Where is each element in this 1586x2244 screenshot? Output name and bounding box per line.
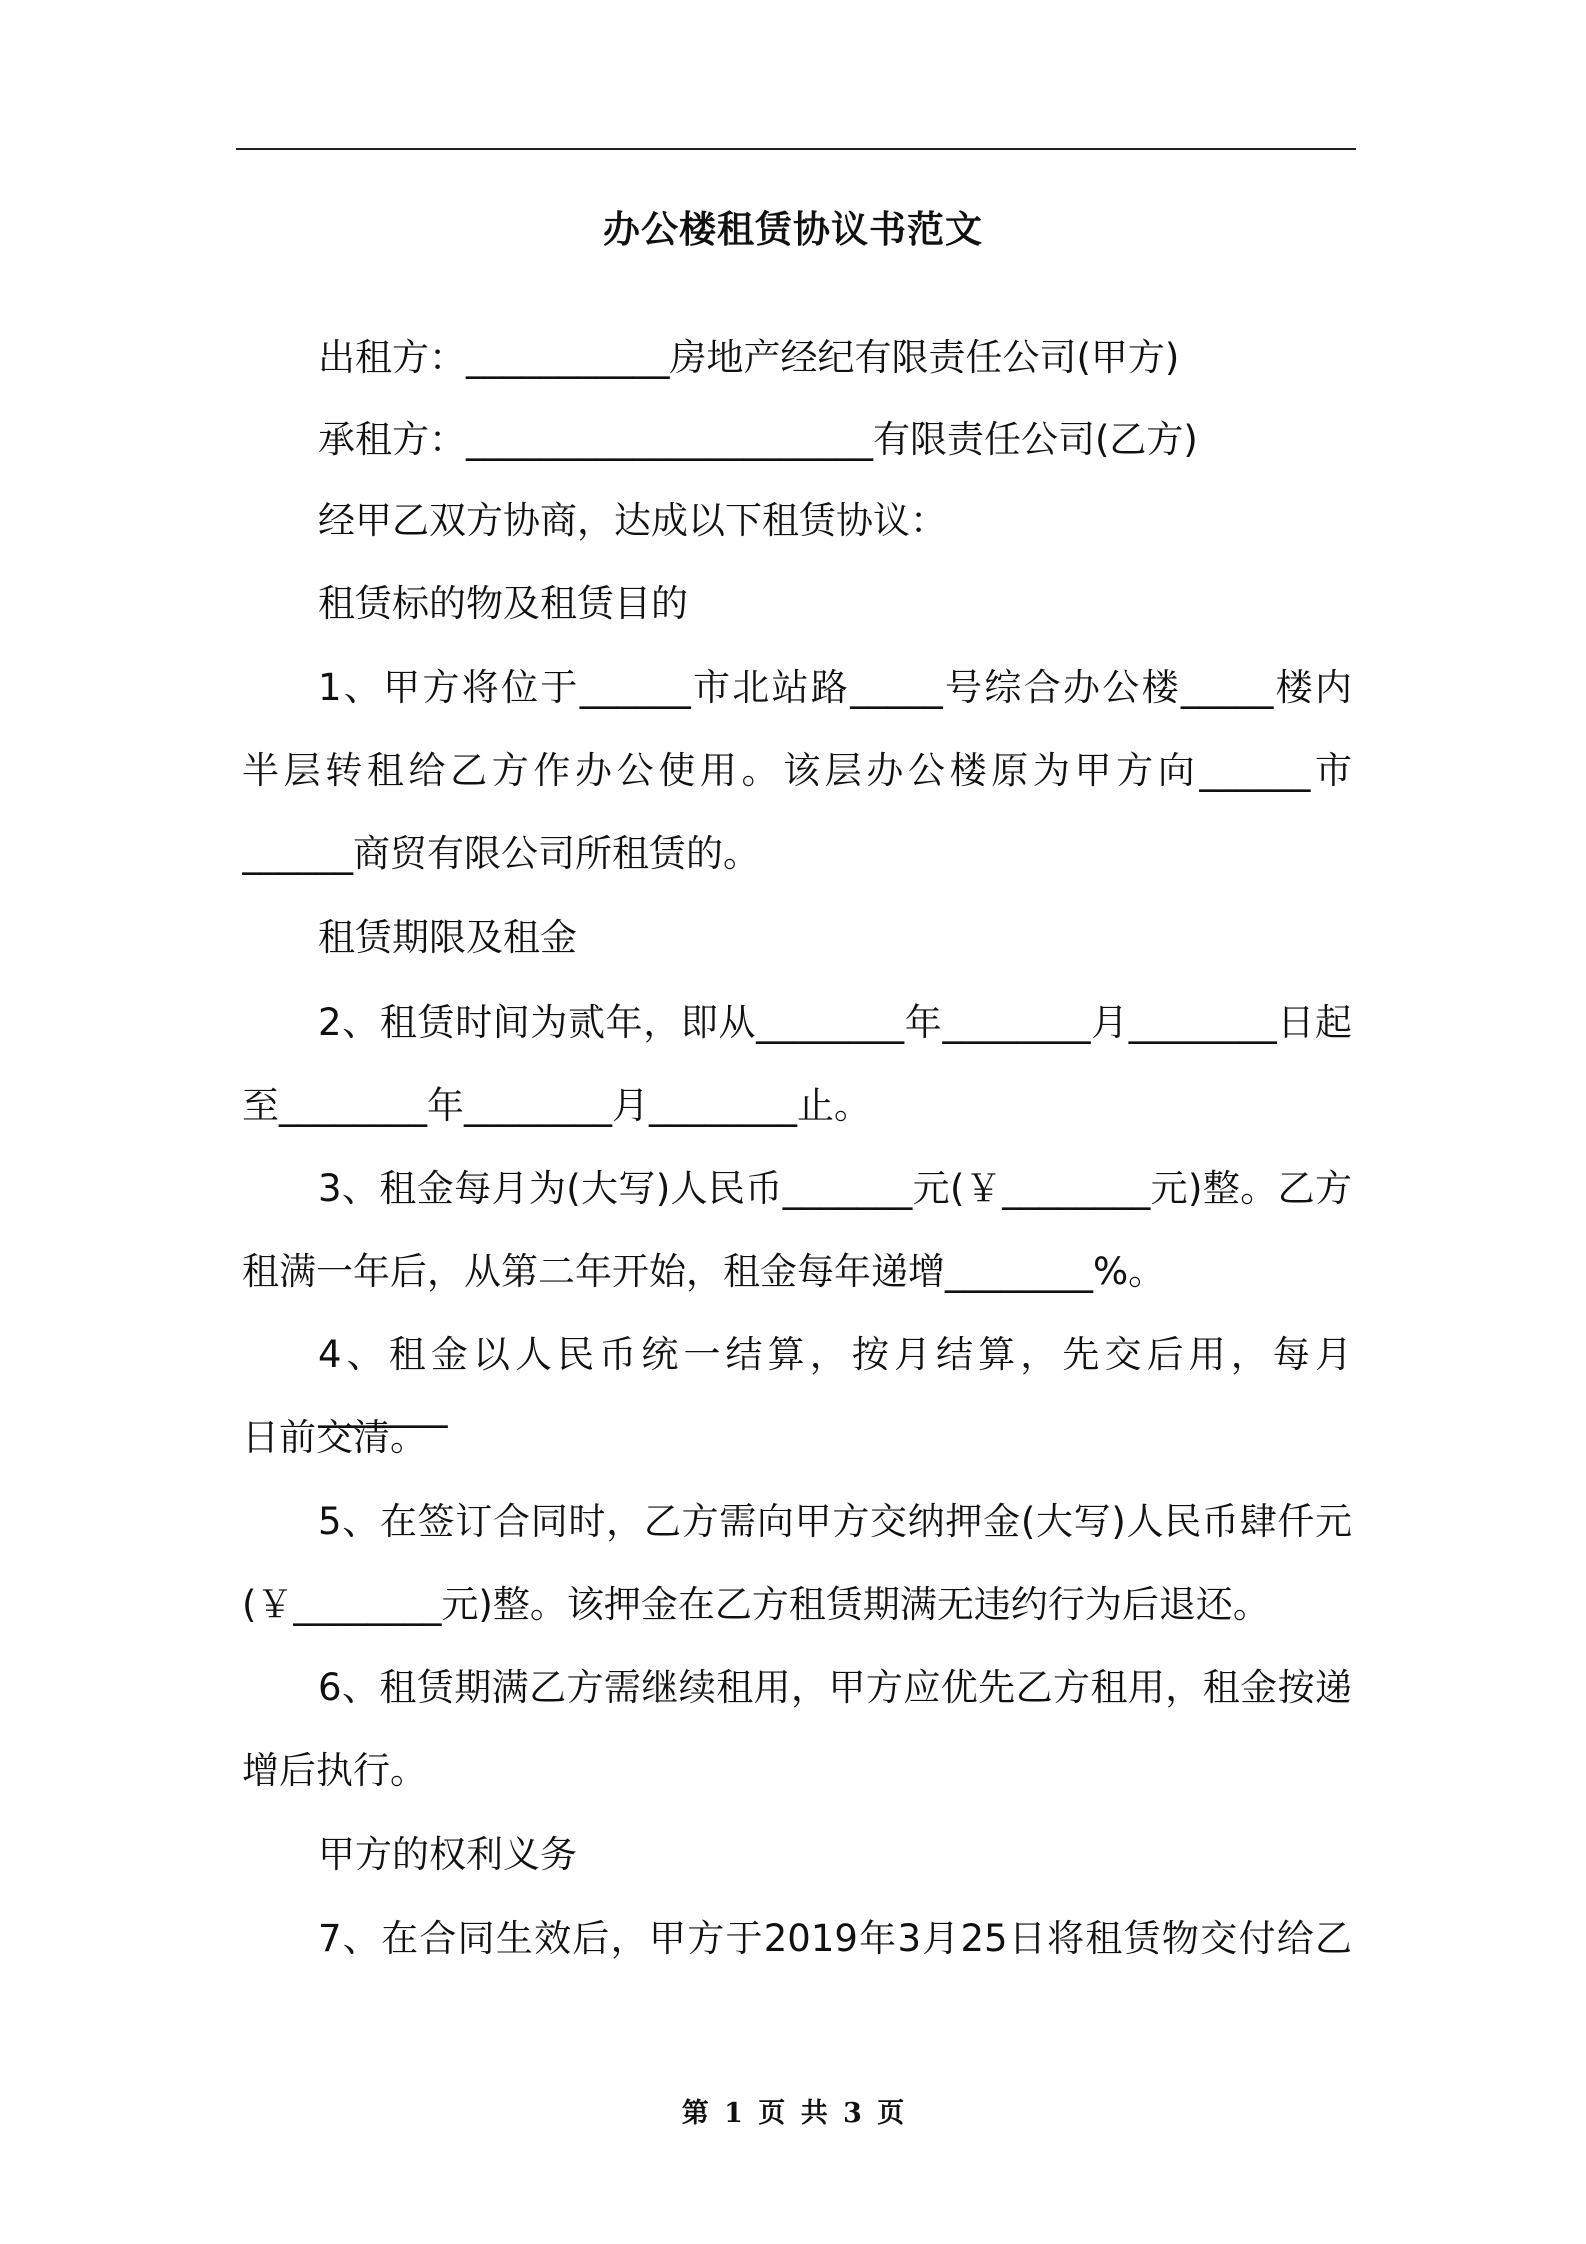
clause-1-line-3: ______商贸有限公司所租赁的。 [242,832,760,875]
agreement-intro: 经甲乙双方协商，达成以下租赁协议： [318,499,947,542]
clause-4-line-2: 日前交清。 [242,1416,427,1459]
clause-1-line-1: 1、甲方将位于______市北站路_____号综合办公楼_____楼内 [318,666,1352,709]
clause-3-line-1: 3、租金每月为(大写)人民币_______元(￥________元)整。乙方 [318,1167,1352,1210]
section-heading-lessor-rights: 甲方的权利义务 [318,1833,577,1876]
clause-6-line-2: 增后执行。 [242,1749,427,1792]
clause-4-line-1: 4、租金以人民币统一结算，按月结算，先交后用，每月_______ [318,1333,1352,1428]
section-heading-term: 租赁期限及租金 [318,916,577,959]
lessee-line: 承租方：______________________有限责任公司(乙方) [318,418,1198,461]
clause-1-line-2: 半层转租给乙方作办公使用。该层办公楼原为甲方向______市 [242,749,1352,792]
clause-5-line-1: 5、在签订合同时，乙方需向甲方交纳押金(大写)人民币肆仟元 [318,1500,1352,1543]
lessor-line: 出租方：___________房地产经纪有限责任公司(甲方) [318,336,1180,379]
clause-6-line-1: 6、租赁期满乙方需继续租用，甲方应优先乙方租用，租金按递 [318,1666,1352,1709]
page-number: 第 1 页 共 3 页 [681,2098,905,2129]
section-heading-subject: 租赁标的物及租赁目的 [318,582,688,625]
clause-7-line-1: 7、在合同生效后，甲方于2019年3月25日将租赁物交付给乙 [318,1917,1352,1960]
clause-5-line-2: (￥________元)整。该押金在乙方租赁期满无违约行为后退还。 [242,1583,1270,1626]
clause-2-line-2: 至________年________月________止。 [242,1084,871,1127]
clause-3-line-2: 租满一年后，从第二年开始，租金每年递增________%。 [242,1250,1166,1293]
clause-2-line-1: 2、租赁时间为贰年，即从________年________月________日起 [318,1001,1352,1044]
document-title: 办公楼租赁协议书范文 [603,208,983,251]
header-rule [236,148,1356,150]
